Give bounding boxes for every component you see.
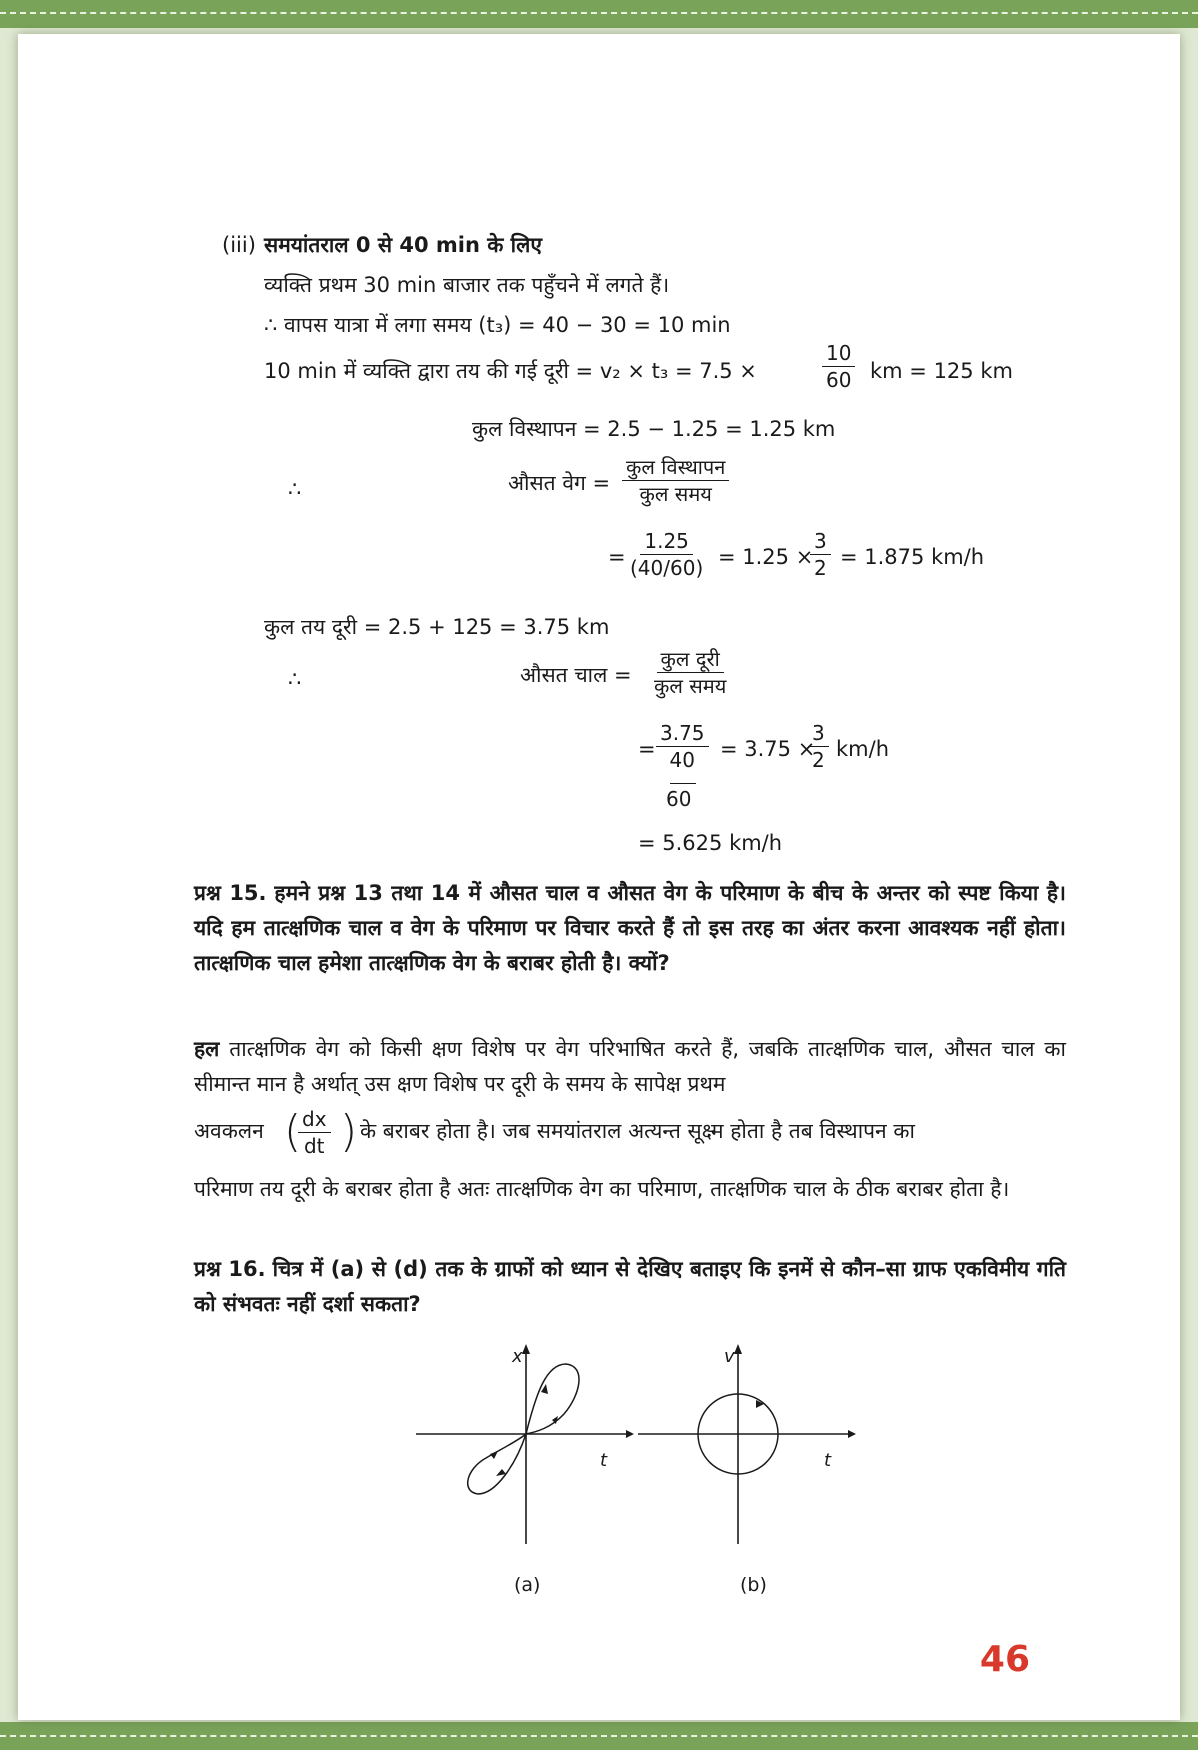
final-result: = 5.625 km/h bbox=[638, 831, 783, 855]
loop-upper bbox=[526, 1364, 579, 1434]
equation-part: km/h bbox=[836, 737, 890, 761]
question-label: प्रश्न 15. bbox=[194, 881, 267, 905]
paren-left: ( bbox=[284, 1106, 302, 1157]
solution-label: हल bbox=[194, 1037, 220, 1061]
equation-part: = 1.25 × bbox=[718, 545, 814, 569]
question-text: हमने प्रश्न 13 तथा 14 में औसत चाल व औसत वेग के परिमाण के बीच के अन्तर को स्पष्ट किया है। यदि हम तात्क्षणिक चाल व वेग के परिमाण पर विचार करते हैं तो इस तरह का अंतर करना आवश्यक नहीं होता। तात्क्षणिक चाल हमेशा तात्क्षणिक वेग के बराबर होती है। क्यों? bbox=[194, 881, 1066, 975]
equation-line: कुल तय दूरी = 2.5 + 125 = 3.75 km bbox=[264, 615, 610, 639]
graph-b-caption: (b) bbox=[740, 1574, 767, 1596]
equals-sign: = bbox=[608, 545, 626, 569]
fraction: $\frac{10}{60}$ bbox=[822, 340, 855, 393]
equation-line: कुल विस्थापन = 2.5 − 1.25 = 1.25 km bbox=[472, 417, 836, 441]
text-line: ∴ वापस यात्रा में लगा समय (t₃) = 40 − 30 = 10 min bbox=[264, 313, 731, 337]
fraction: कुल दूरी कुल समय bbox=[654, 647, 727, 698]
fraction: कुल विस्थापन कुल समय bbox=[622, 454, 729, 507]
equation-part: = 3.75 × bbox=[720, 737, 816, 761]
question-16 bbox=[194, 1252, 1066, 1322]
equals-sign: = bbox=[638, 737, 656, 761]
solution-text: परिमाण तय दूरी के बराबर होता है अतः तात्क्षणिक वेग का परिमाण, तात्क्षणिक चाल के ठीक बराबर होता है। bbox=[194, 1177, 1010, 1201]
document-page bbox=[18, 34, 1180, 1720]
fraction-denominator: 60 bbox=[666, 787, 692, 811]
graph-a-caption: (a) bbox=[514, 1574, 541, 1596]
avg-velocity-label: औसत वेग = bbox=[508, 471, 611, 495]
derivative-prefix: अवकलन bbox=[194, 1119, 264, 1143]
derivative-fraction: $\frac{dx}{dt}$ bbox=[298, 1106, 331, 1159]
graph-b-x-label: t bbox=[824, 1450, 832, 1471]
fraction: $\frac{3}{2}$ bbox=[808, 720, 829, 773]
text-line: व्यक्ति प्रथम 30 min बाजार तक पहुँचने में लगते हैं। bbox=[264, 273, 670, 297]
graph-b-y-label: v bbox=[724, 1346, 735, 1367]
avg-speed-label: औसत चाल = bbox=[520, 663, 632, 687]
graph-a-x-label: t bbox=[600, 1450, 608, 1471]
fraction: $\frac{3.75}{40}$ bbox=[656, 720, 709, 773]
derivative-suffix: के बराबर होता है। जब समयांतराल अत्यन्त सूक्ष्म होता है तब विस्थापन का bbox=[360, 1119, 915, 1143]
section-label: (iii) bbox=[222, 233, 256, 257]
therefore-symbol: ∴ bbox=[288, 477, 302, 501]
graph-a-y-label: x bbox=[512, 1346, 523, 1367]
top-border bbox=[0, 0, 1198, 28]
equation-part: = 1.875 km/h bbox=[840, 545, 985, 569]
equation-line: 10 min में व्यक्ति द्वारा तय की गई दूरी = v₂ × t₃ = 7.5 × bbox=[264, 359, 757, 383]
question-15 bbox=[194, 876, 1066, 981]
loop-lower bbox=[468, 1434, 526, 1494]
page-number: 46 bbox=[979, 1639, 1030, 1680]
solution-para bbox=[194, 1032, 1066, 1102]
therefore-symbol: ∴ bbox=[288, 667, 302, 691]
question-label: प्रश्न 16. bbox=[194, 1257, 266, 1281]
section-heading: समयांतराल 0 से 40 min के लिए bbox=[264, 233, 542, 257]
equation-line: km = 125 km bbox=[870, 359, 1013, 383]
fraction: $\frac{3}{2}$ bbox=[810, 528, 831, 581]
fraction: $\frac{1.25}{(40/60)}$ bbox=[630, 529, 704, 580]
graph-b bbox=[630, 1334, 860, 1554]
bottom-border bbox=[0, 1722, 1198, 1750]
question-text: चित्र में (a) से (d) तक के ग्राफों को ध्यान से देखिए बताइए कि इनमें से कौन–सा ग्राफ एकविमीय गति को संभवतः नहीं दर्शा सकता? bbox=[194, 1257, 1067, 1316]
solution-text: तात्क्षणिक वेग को किसी क्षण विशेष पर वेग परिभाषित करते हैं, जबकि तात्क्षणिक चाल, औसत चाल का सीमान्त मान है अर्थात् उस क्षण विशेष पर दूरी के समय के सापेक्ष प्रथम bbox=[194, 1037, 1066, 1096]
paren-right: ) bbox=[340, 1106, 358, 1157]
solution-para bbox=[194, 1172, 1066, 1207]
